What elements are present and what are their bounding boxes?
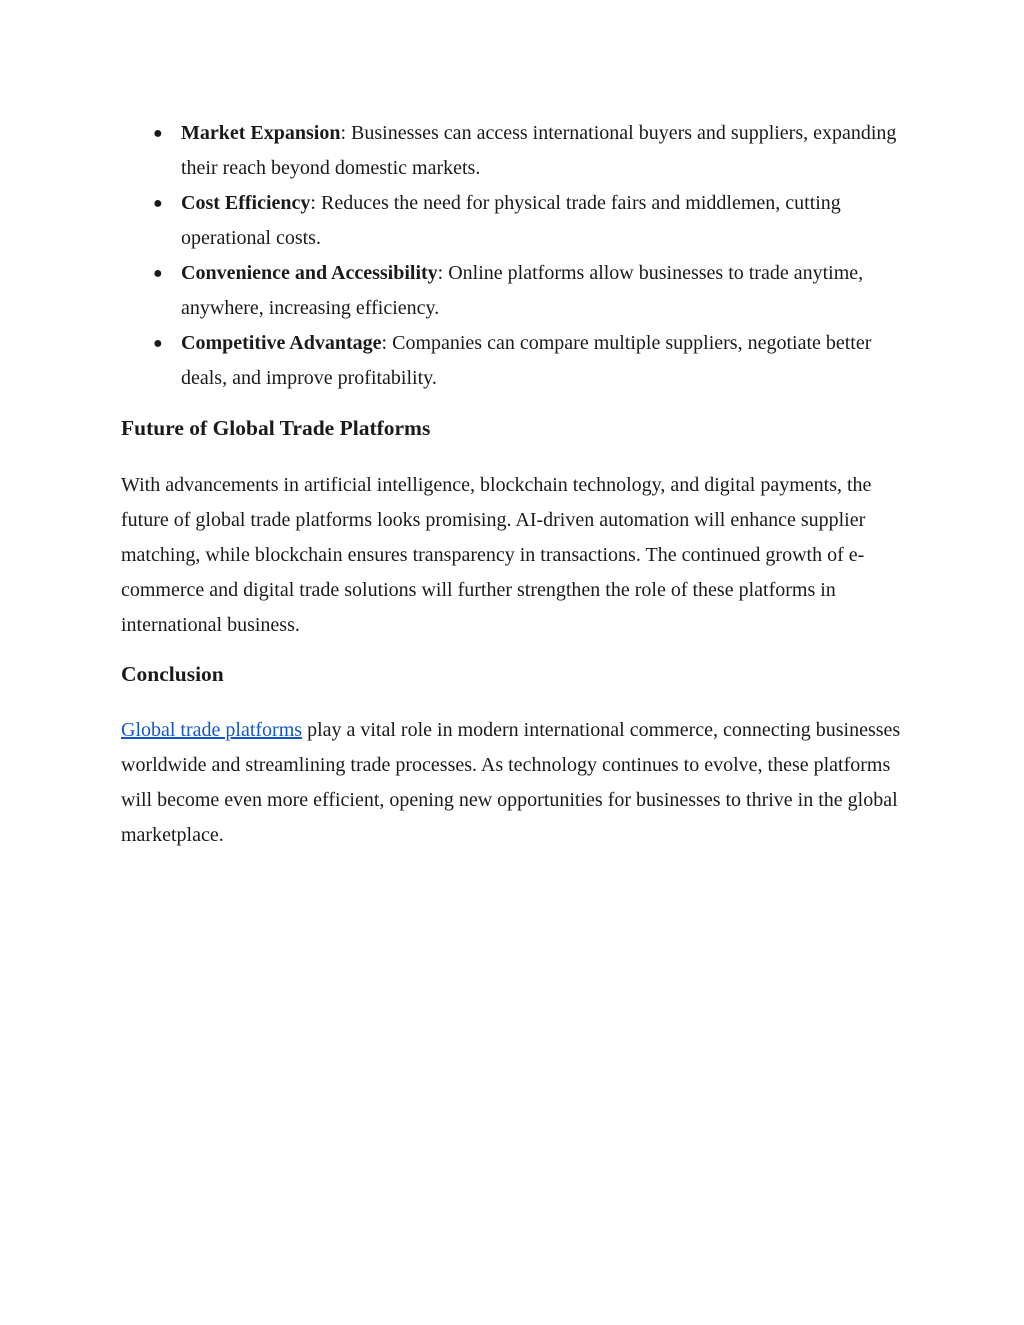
bullet-icon: ● [153,335,163,352]
bullet-term: Market Expansion [181,122,341,144]
list-item [121,326,911,396]
bullet-icon: ● [153,195,163,212]
conclusion-text: play a vital role in modern international commerce, connecting businesses worldwide and streamlining trade processes. As technology continues to evolve, these platforms will become even more efficient, opening new opportunities for businesses to thrive in the global marketplace. [121,719,901,846]
list-item [121,116,911,186]
future-paragraph: With advancements in artificial intelligence, blockchain technology, and digital payments, the future of global trade platforms looks promising. AI-driven automation will enhance supplier matching, while blockchain ensures transparency in transactions. The continued growth of e-commerce and digital trade solutions will further strengthen the role of these platforms in international business. [121,474,872,636]
bullet-text: : Online platforms allow businesses to trade anytime, anywhere, increasing efficiency. [181,262,864,319]
bullet-term: Cost Efficiency [181,192,311,214]
bullet-text: : Companies can compare multiple suppliers, negotiate better deals, and improve profitability. [181,332,872,389]
global-trade-platforms-link[interactable]: Global trade platforms [121,719,303,741]
benefits-list [121,116,911,396]
list-item [121,256,911,326]
conclusion-heading: Conclusion [121,662,224,686]
bullet-text: : Businesses can access international buyers and suppliers, expanding their reach beyond domestic markets. [181,122,897,179]
conclusion-paragraph [121,713,911,853]
bullet-term: Convenience and Accessibility [181,262,438,284]
bullet-icon: ● [153,125,163,142]
document-page [121,116,911,853]
future-heading: Future of Global Trade Platforms [121,416,431,440]
bullet-icon: ● [153,265,163,282]
bullet-term: Competitive Advantage [181,332,382,354]
list-item [121,186,911,256]
bullet-text: : Reduces the need for physical trade fairs and middlemen, cutting operational costs. [181,192,841,249]
